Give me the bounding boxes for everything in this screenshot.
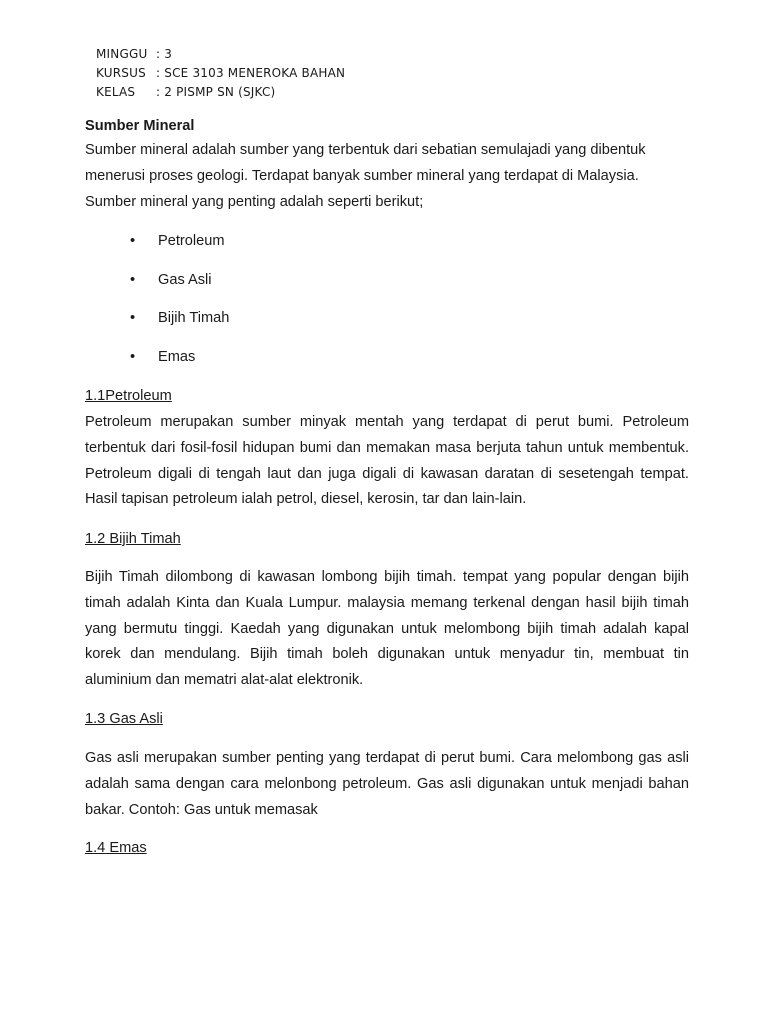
week-value: : 3 (156, 47, 173, 61)
course-value: : SCE 3103 MENEROKA BAHAN (156, 66, 346, 80)
week-row (96, 45, 345, 64)
document-header-info (96, 45, 345, 102)
section-heading-petroleum: 1.1Petroleum (85, 388, 172, 404)
bullet-icon: • (130, 310, 136, 327)
section-heading-emas: 1.4 Emas (85, 840, 147, 856)
list-item (130, 229, 229, 268)
section-body-petroleum: Petroleum merupakan sumber minyak mentah yang terdapat di perut bumi. Petroleum terbentuk dari fosil-fosil hidupan bumi dan memakan masa berjuta tahun untuk membentuk. Petroleum digali di tengah laut dan juga digali di kawasan daratan di sesetengah tempat. Hasil tapisan petroleum ialah petrol, diesel, kerosin, tar dan lain-lain. (85, 414, 689, 508)
list-item-label: Bijih Timah (158, 310, 230, 327)
list-item (130, 268, 229, 307)
class-label: KELAS (96, 85, 136, 99)
intro-paragraph: Sumber mineral adalah sumber yang terbentuk dari sebatian semulajadi yang dibentuk menerusi proses geologi. Terdapat banyak sumber mineral yang terdapat di Malaysia. Sumber mineral yang penting adalah seperti berikut; (85, 142, 646, 210)
section-heading-bijih-timah: 1.2 Bijih Timah (85, 531, 181, 547)
section-body-bijih-timah: Bijih Timah dilombong di kawasan lombong bijih timah. tempat yang popular dengan bijih timah adalah Kinta dan Kuala Lumpur. malaysia memang terkenal dengan hasil bijih timah yang bermutu tinggi. Kaedah yang digunakan untuk melombong bijih timah adalah kapal korek dan mendulang. Bijih timah boleh digunakan untuk menyadur tin, membuat tin aluminium dan mematri alat-alat elektronik. (85, 569, 689, 689)
section-heading-gas-asli: 1.3 Gas Asli (85, 711, 163, 727)
bullet-icon: • (130, 348, 136, 365)
course-row (96, 64, 345, 83)
week-label: MINGGU (96, 47, 148, 61)
class-value: : 2 PISMP SN (SJKC) (156, 85, 276, 99)
list-item (130, 345, 229, 384)
section-body-gas-asli: Gas asli merupakan sumber penting yang terdapat di perut bumi. Cara melombong gas asli adalah sama dengan cara melonbong petroleum. Gas asli digunakan untuk menjadi bahan bakar. Contoh: Gas untuk memasak (85, 750, 689, 818)
bullet-icon: • (130, 271, 136, 288)
class-row (96, 83, 345, 102)
bullet-icon: • (130, 233, 136, 249)
list-item-label: Gas Asli (158, 271, 212, 288)
list-item-label: Petroleum (158, 233, 225, 249)
page-title: Sumber Mineral (85, 118, 195, 134)
mineral-list (130, 229, 229, 383)
list-item (130, 306, 229, 345)
list-item-label: Emas (158, 348, 196, 365)
course-label: KURSUS (96, 66, 146, 80)
